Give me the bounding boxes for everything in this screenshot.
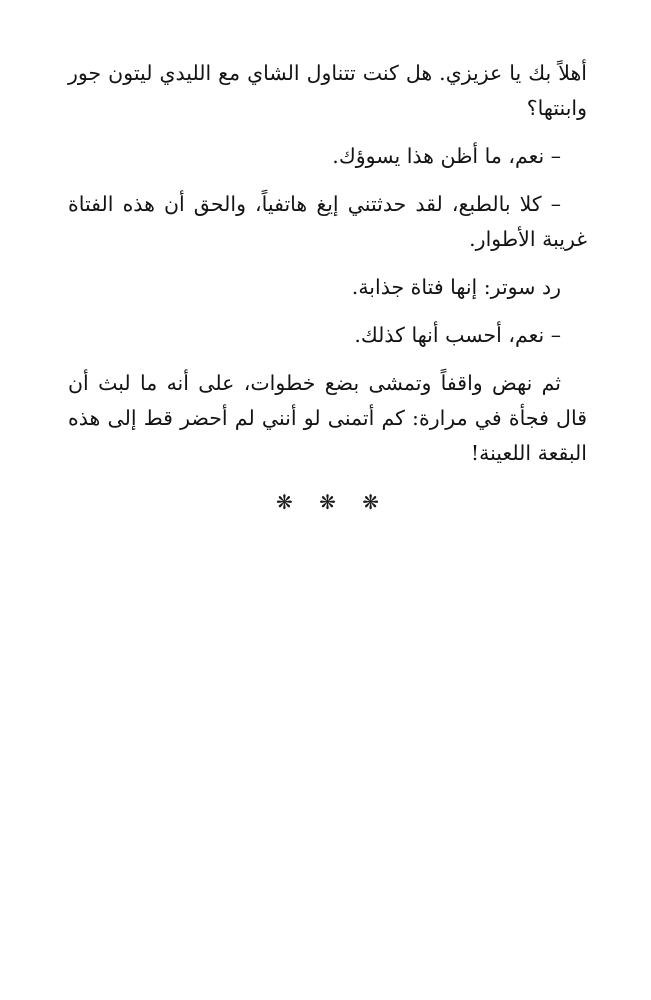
paragraph-dialogue-1: – نعم، ما أظن هذا يسوؤك.	[332, 144, 561, 168]
paragraph-dialogue-2: – كلا بالطبع، لقد حدثتني إيغ هاتفياً، والحق أن هذه الفتاة غريبة الأطوار.	[68, 192, 587, 251]
asterism-star-icon: ❋	[275, 490, 293, 514]
document-page	[68, 56, 587, 520]
asterism-star-icon: ❋	[319, 490, 336, 514]
section-separator	[68, 485, 587, 520]
paragraph-dialogue-3: رد سوتر: إنها فتاة جذابة.	[351, 275, 561, 299]
paragraph-dialogue-4: – نعم، أحسب أنها كذلك.	[354, 323, 561, 347]
paragraph-greeting: أهلاً بك يا عزيزي. هل كنت تتناول الشاي مع الليدي ليتون جور وابنتها؟	[68, 61, 587, 120]
paragraph-narration: ثم نهض واقفاً وتمشى بضع خطوات، على أنه ما لبث أن قال فجأة في مرارة: كم أتمنى لو أنني لم أحضر قط إلى هذه البقعة اللعينة!	[68, 371, 587, 465]
asterism-star-icon: ❋	[362, 490, 379, 514]
